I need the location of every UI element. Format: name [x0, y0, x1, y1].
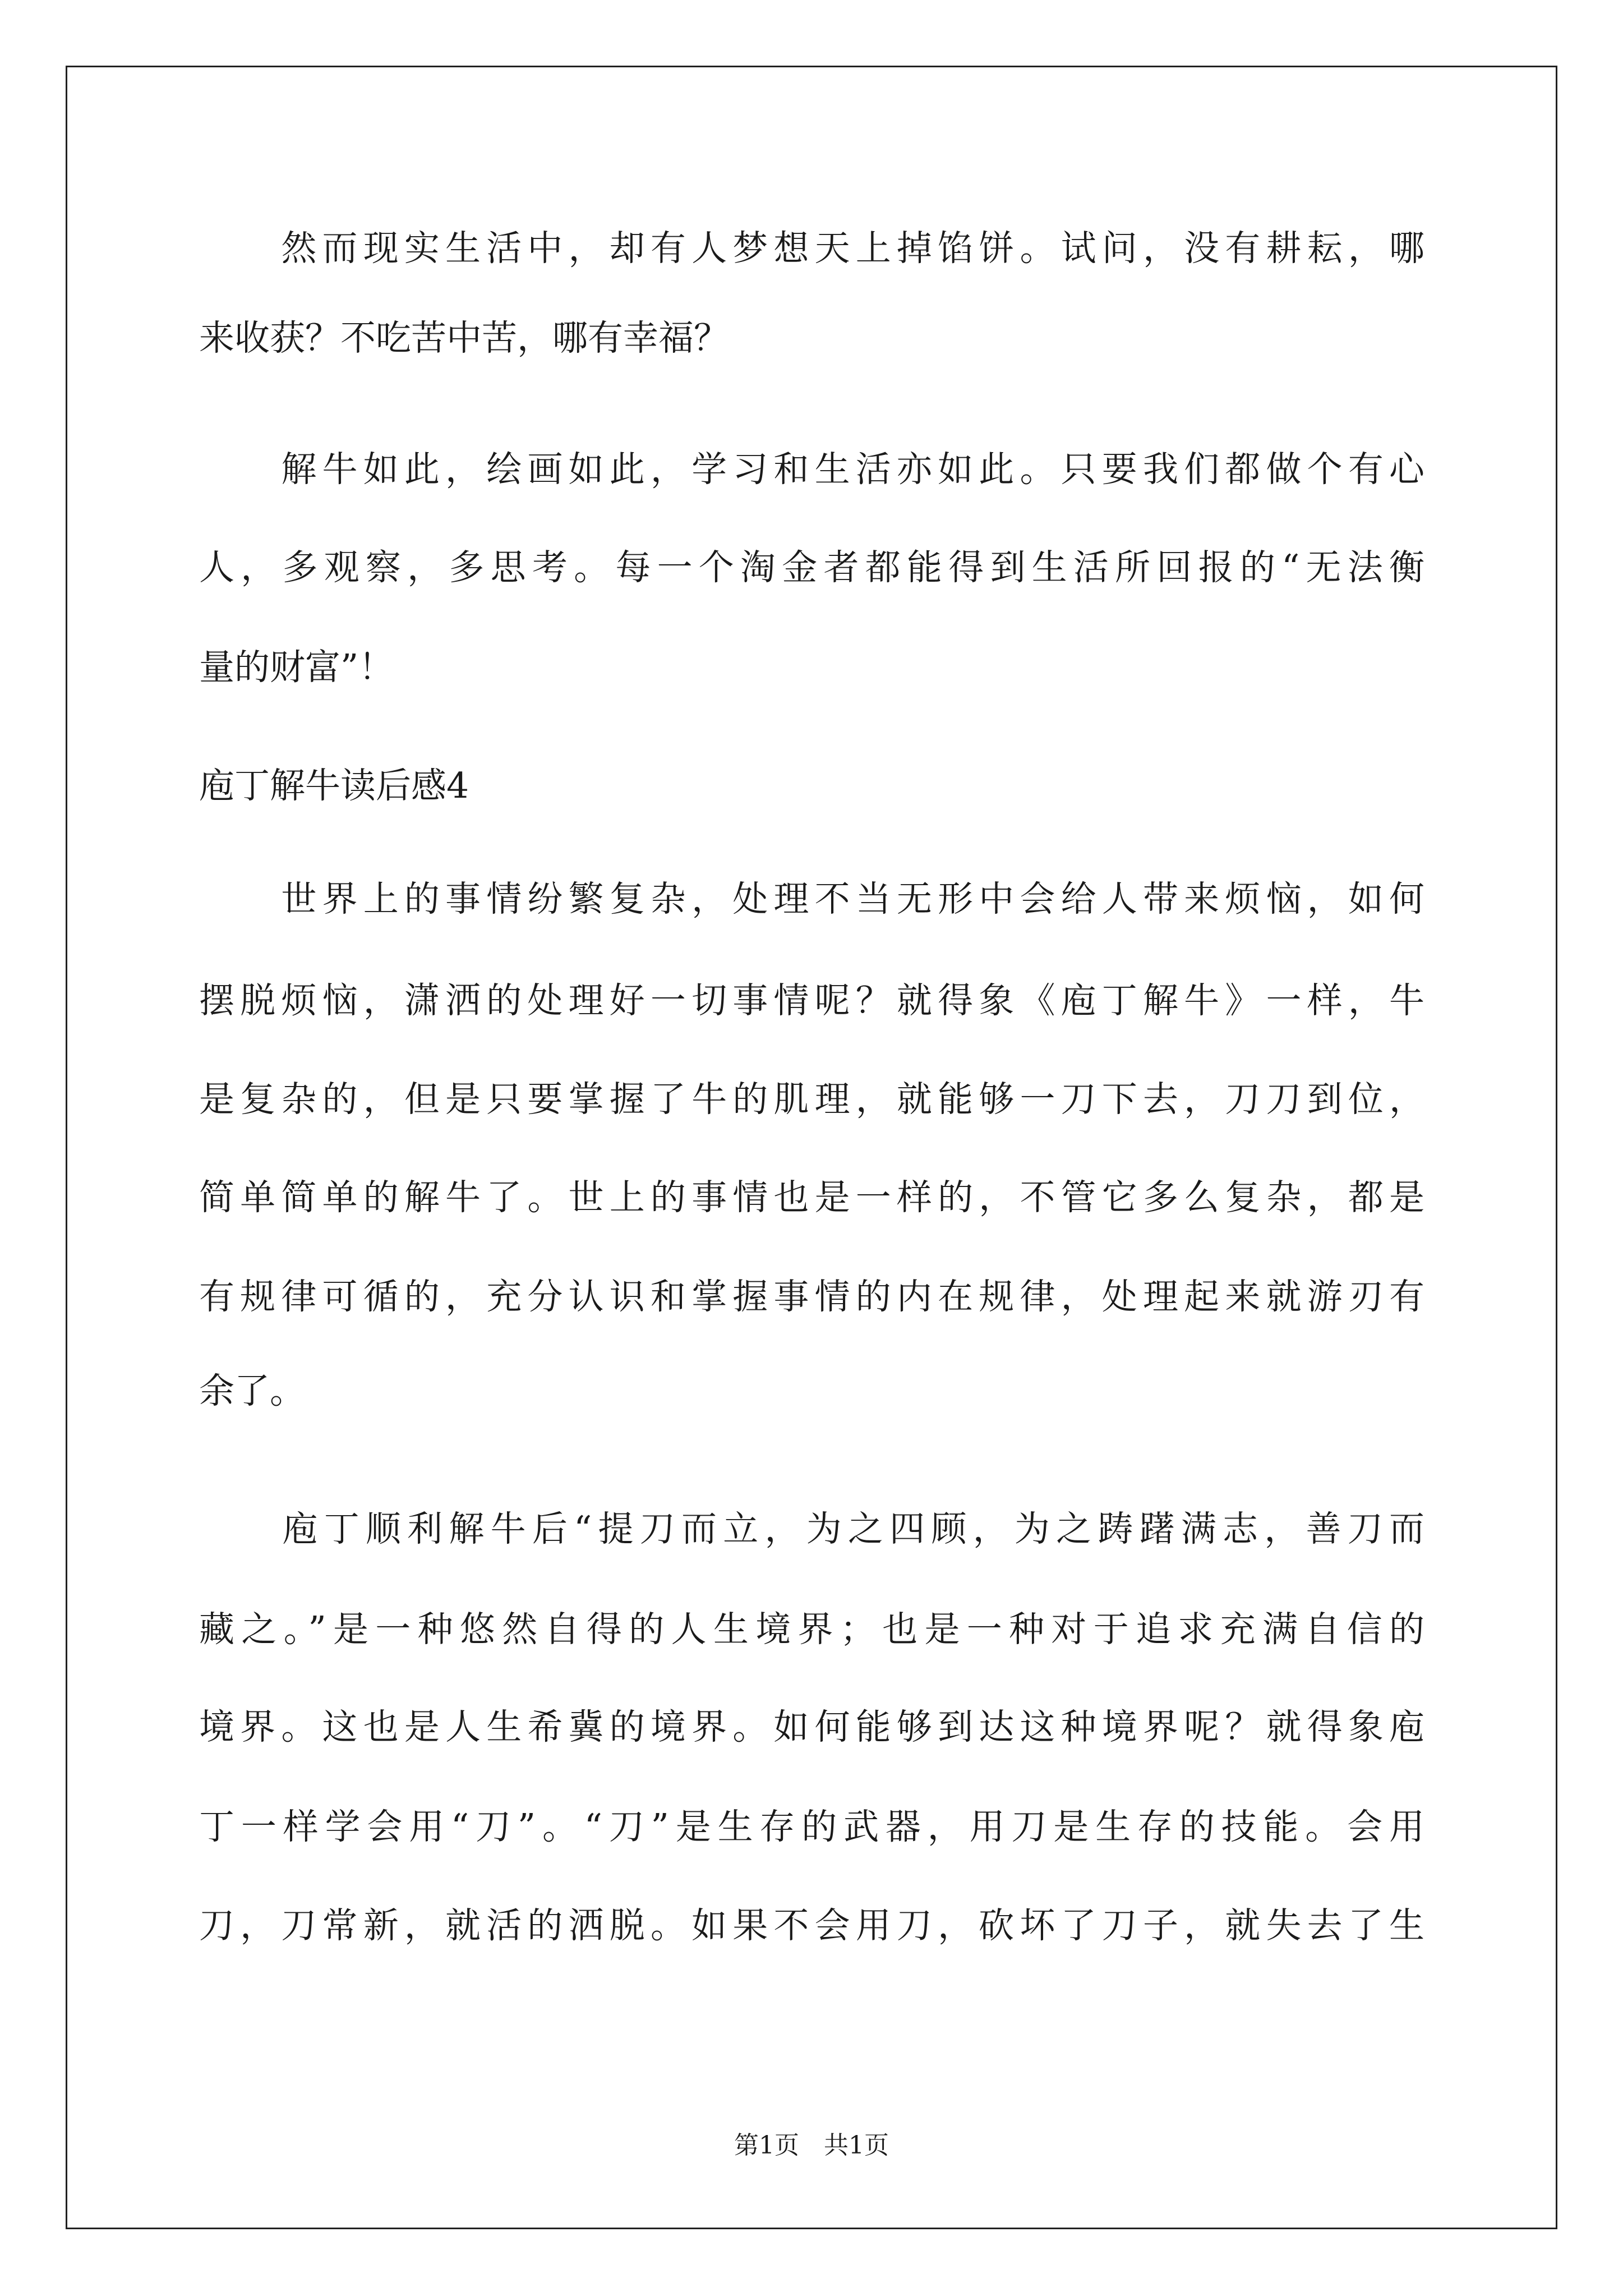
text-line: 简单简单的解牛了。世上的事情也是一样的，不管它多么复杂，都是 — [199, 1177, 1424, 1218]
text-line: 世界上的事情纷繁复杂，处理不当无形中会给人带来烦恼，如何 — [199, 878, 1424, 919]
text-line: 量的财富”！ — [199, 647, 394, 688]
text-line: 来收获？不吃苦中苦，哪有幸福？ — [199, 318, 729, 358]
text-line: 摆脱烦恼，潇洒的处理好一切事情呢？就得象《庖丁解牛》一样，牛 — [199, 980, 1424, 1021]
text-line: 庖丁顺利解牛后“提刀而立，为之四顾，为之踌躇满志，善刀而 — [199, 1508, 1424, 1549]
text-line: 丁一样学会用“刀”。“刀”是生存的武器，用刀是生存的技能。会用 — [199, 1806, 1424, 1847]
text-line: 解牛如此，绘画如此，学习和生活亦如此。只要我们都做个有心 — [199, 449, 1424, 490]
text-line: 人，多观察，多思考。每一个淘金者都能得到生活所回报的“无法衡 — [199, 547, 1424, 588]
text-line: 是复杂的，但是只要掌握了牛的肌理，就能够一刀下去，刀刀到位， — [199, 1079, 1424, 1120]
text-line: 境界。这也是人生希冀的境界。如何能够到达这种境界呢？就得象庖 — [199, 1706, 1424, 1747]
text-line: 藏之。”是一种悠然自得的人生境界；也是一种对于追求充满自信的 — [199, 1609, 1424, 1650]
text-line: 然而现实生活中，却有人梦想天上掉馅饼。试问，没有耕耘，哪 — [199, 228, 1424, 269]
text-line: 余了。 — [199, 1370, 305, 1411]
text-line: 有规律可循的，充分认识和掌握事情的内在规律，处理起来就游刃有 — [199, 1276, 1424, 1317]
text-line: 刀，刀常新，就活的洒脱。如果不会用刀，砍坏了刀子，就失去了生 — [199, 1905, 1424, 1946]
section-heading: 庖丁解牛读后感4 — [199, 765, 469, 806]
page-number-footer: 第1页 共1页 — [734, 2131, 889, 2160]
